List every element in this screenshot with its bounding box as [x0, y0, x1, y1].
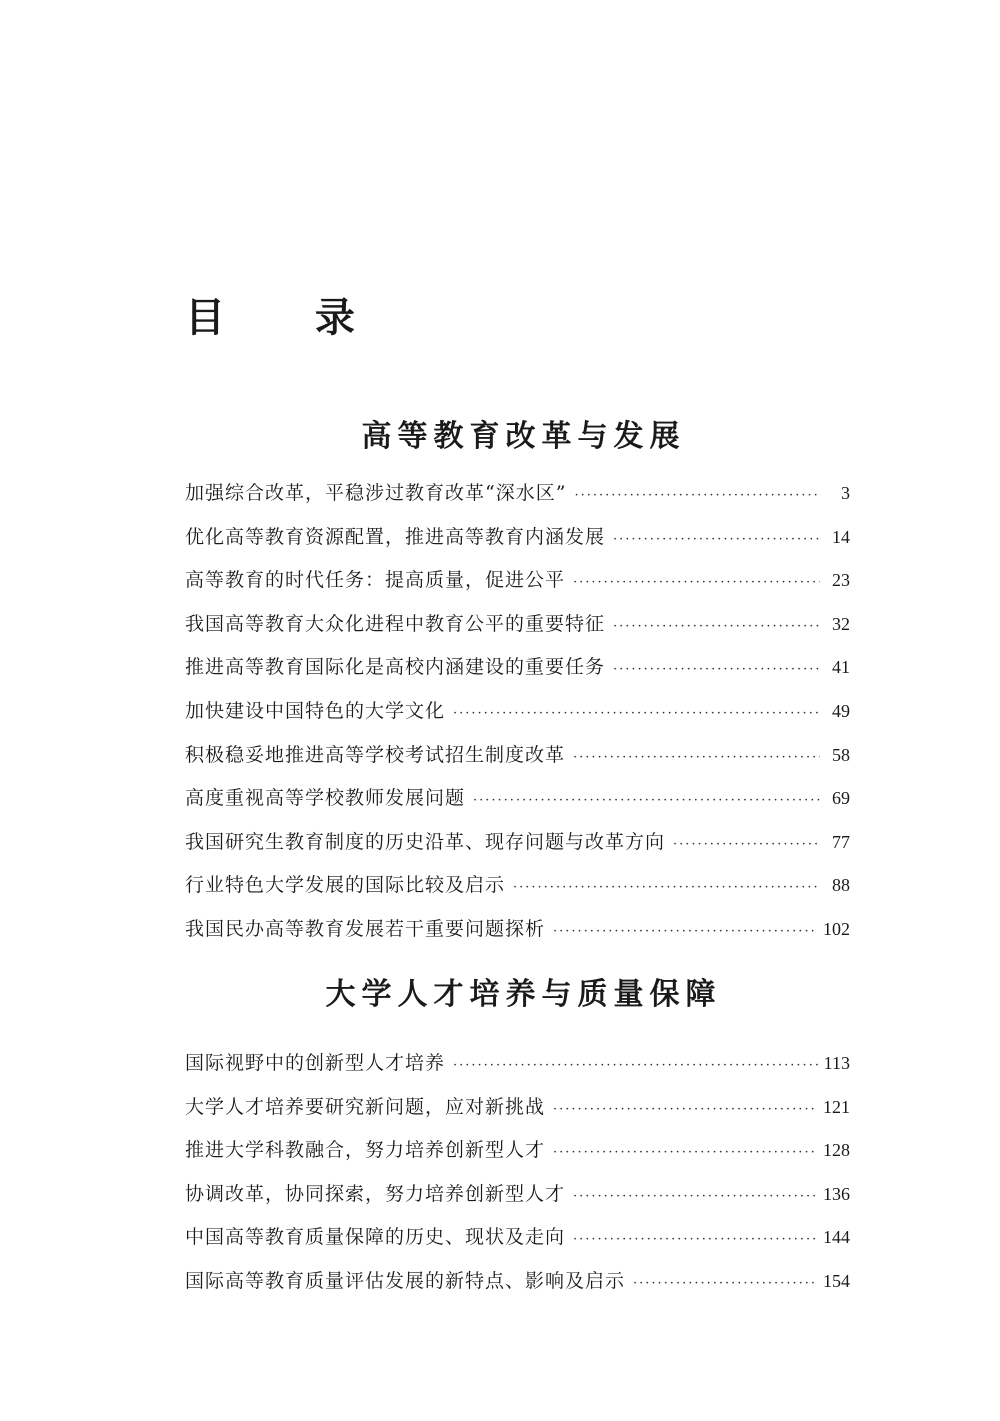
toc-entry[interactable]: [185, 1260, 850, 1304]
toc-entry[interactable]: [185, 1086, 850, 1130]
toc-entry[interactable]: [185, 603, 850, 647]
toc-entry-page: 144: [823, 1227, 850, 1248]
toc-entry[interactable]: [185, 472, 850, 516]
toc-entry-title: 我国研究生教育制度的历史沿革、现存问题与改革方向: [185, 830, 666, 853]
dot-leader: [573, 736, 820, 780]
toc-list: [185, 1042, 850, 1304]
dot-leader: [613, 605, 820, 649]
toc-entry-page: 128: [823, 1140, 850, 1161]
toc-entry-title: 高等教育的时代任务：提高质量，促进公平: [185, 569, 566, 592]
toc-entry-title: 加强综合改革，平稳涉过教育改革“深水区”: [185, 482, 567, 504]
dot-leader: [513, 866, 820, 910]
toc-entry[interactable]: [185, 1216, 850, 1260]
toc-entry[interactable]: [185, 864, 850, 908]
dot-leader: [573, 561, 820, 605]
dot-leader: [573, 1175, 817, 1219]
toc-entry-page: 41: [832, 657, 850, 678]
dot-leader: [613, 648, 820, 692]
toc-entry-title: 高度重视高等学校教师发展问题: [185, 787, 466, 810]
dot-leader: [673, 823, 820, 867]
toc-entry[interactable]: [185, 1042, 850, 1086]
toc-entry-page: 23: [832, 570, 850, 591]
toc-entry-page: 113: [823, 1053, 850, 1073]
toc-entry[interactable]: [185, 559, 850, 603]
toc-entry-title: 大学人才培养要研究新问题，应对新挑战: [185, 1095, 546, 1118]
dot-leader: [553, 910, 817, 954]
toc-entry-page: 88: [832, 875, 850, 896]
toc-list: [185, 472, 850, 952]
toc-entry-page: 14: [832, 526, 850, 547]
section-heading: 大学人才培养与质量保障: [325, 977, 722, 1012]
page-title: 目 录: [185, 294, 393, 341]
dot-leader: [633, 1262, 817, 1306]
toc-entry[interactable]: [185, 734, 850, 778]
toc-entry-page: 58: [832, 744, 850, 765]
toc-entry-title: 国际高等教育质量评估发展的新特点、影响及启示: [185, 1269, 626, 1292]
toc-entry[interactable]: [185, 690, 850, 734]
toc-entry-page: 32: [832, 613, 850, 634]
toc-entry-title: 我国高等教育大众化进程中教育公平的重要特征: [185, 612, 606, 635]
toc-entry[interactable]: [185, 516, 850, 560]
toc-entry-page: 154: [823, 1270, 850, 1291]
section-heading: 高等教育改革与发展: [361, 419, 686, 454]
dot-leader: [613, 518, 820, 562]
dot-leader: [573, 1218, 817, 1262]
toc-entry[interactable]: [185, 908, 850, 952]
toc-entry[interactable]: [185, 1173, 850, 1217]
toc-entry-title: 积极稳妥地推进高等学校考试招生制度改革: [185, 743, 566, 766]
toc-section: [185, 972, 850, 1304]
toc-entry[interactable]: [185, 777, 850, 821]
toc-entry-page: 136: [823, 1183, 850, 1204]
dot-leader: [574, 474, 820, 518]
toc-entry-title: 行业特色大学发展的国际比较及启示: [185, 874, 506, 897]
toc-entry-page: 69: [832, 788, 850, 809]
dot-leader: [453, 1044, 818, 1088]
toc-entry-title: 国际视野中的创新型人才培养: [185, 1052, 446, 1074]
toc-entry-title: 优化高等教育资源配置，推进高等教育内涵发展: [185, 525, 606, 548]
toc-entry-page: 3: [841, 483, 850, 503]
toc-entry[interactable]: [185, 821, 850, 865]
toc-entry-page: 102: [823, 918, 850, 939]
toc-entry[interactable]: [185, 1129, 850, 1173]
dot-leader: [473, 779, 820, 823]
toc-entry-title: 我国民办高等教育发展若干重要问题探析: [185, 917, 546, 940]
toc-entry-page: 121: [823, 1096, 850, 1117]
toc-entry-title: 推进高等教育国际化是高校内涵建设的重要任务: [185, 656, 606, 679]
dot-leader: [553, 1088, 817, 1132]
toc-entry-page: 49: [832, 700, 850, 721]
dot-leader: [453, 692, 820, 736]
toc-entry[interactable]: [185, 646, 850, 690]
dot-leader: [553, 1131, 817, 1175]
toc-entry-title: 协调改革，协同探索，努力培养创新型人才: [185, 1182, 566, 1205]
toc-entry-title: 加快建设中国特色的大学文化: [185, 699, 446, 722]
toc-entry-title: 推进大学科教融合，努力培养创新型人才: [185, 1139, 546, 1162]
toc-section: [185, 414, 850, 952]
toc-entry-title: 中国高等教育质量保障的历史、现状及走向: [185, 1226, 566, 1249]
toc-entry-page: 77: [832, 831, 850, 852]
